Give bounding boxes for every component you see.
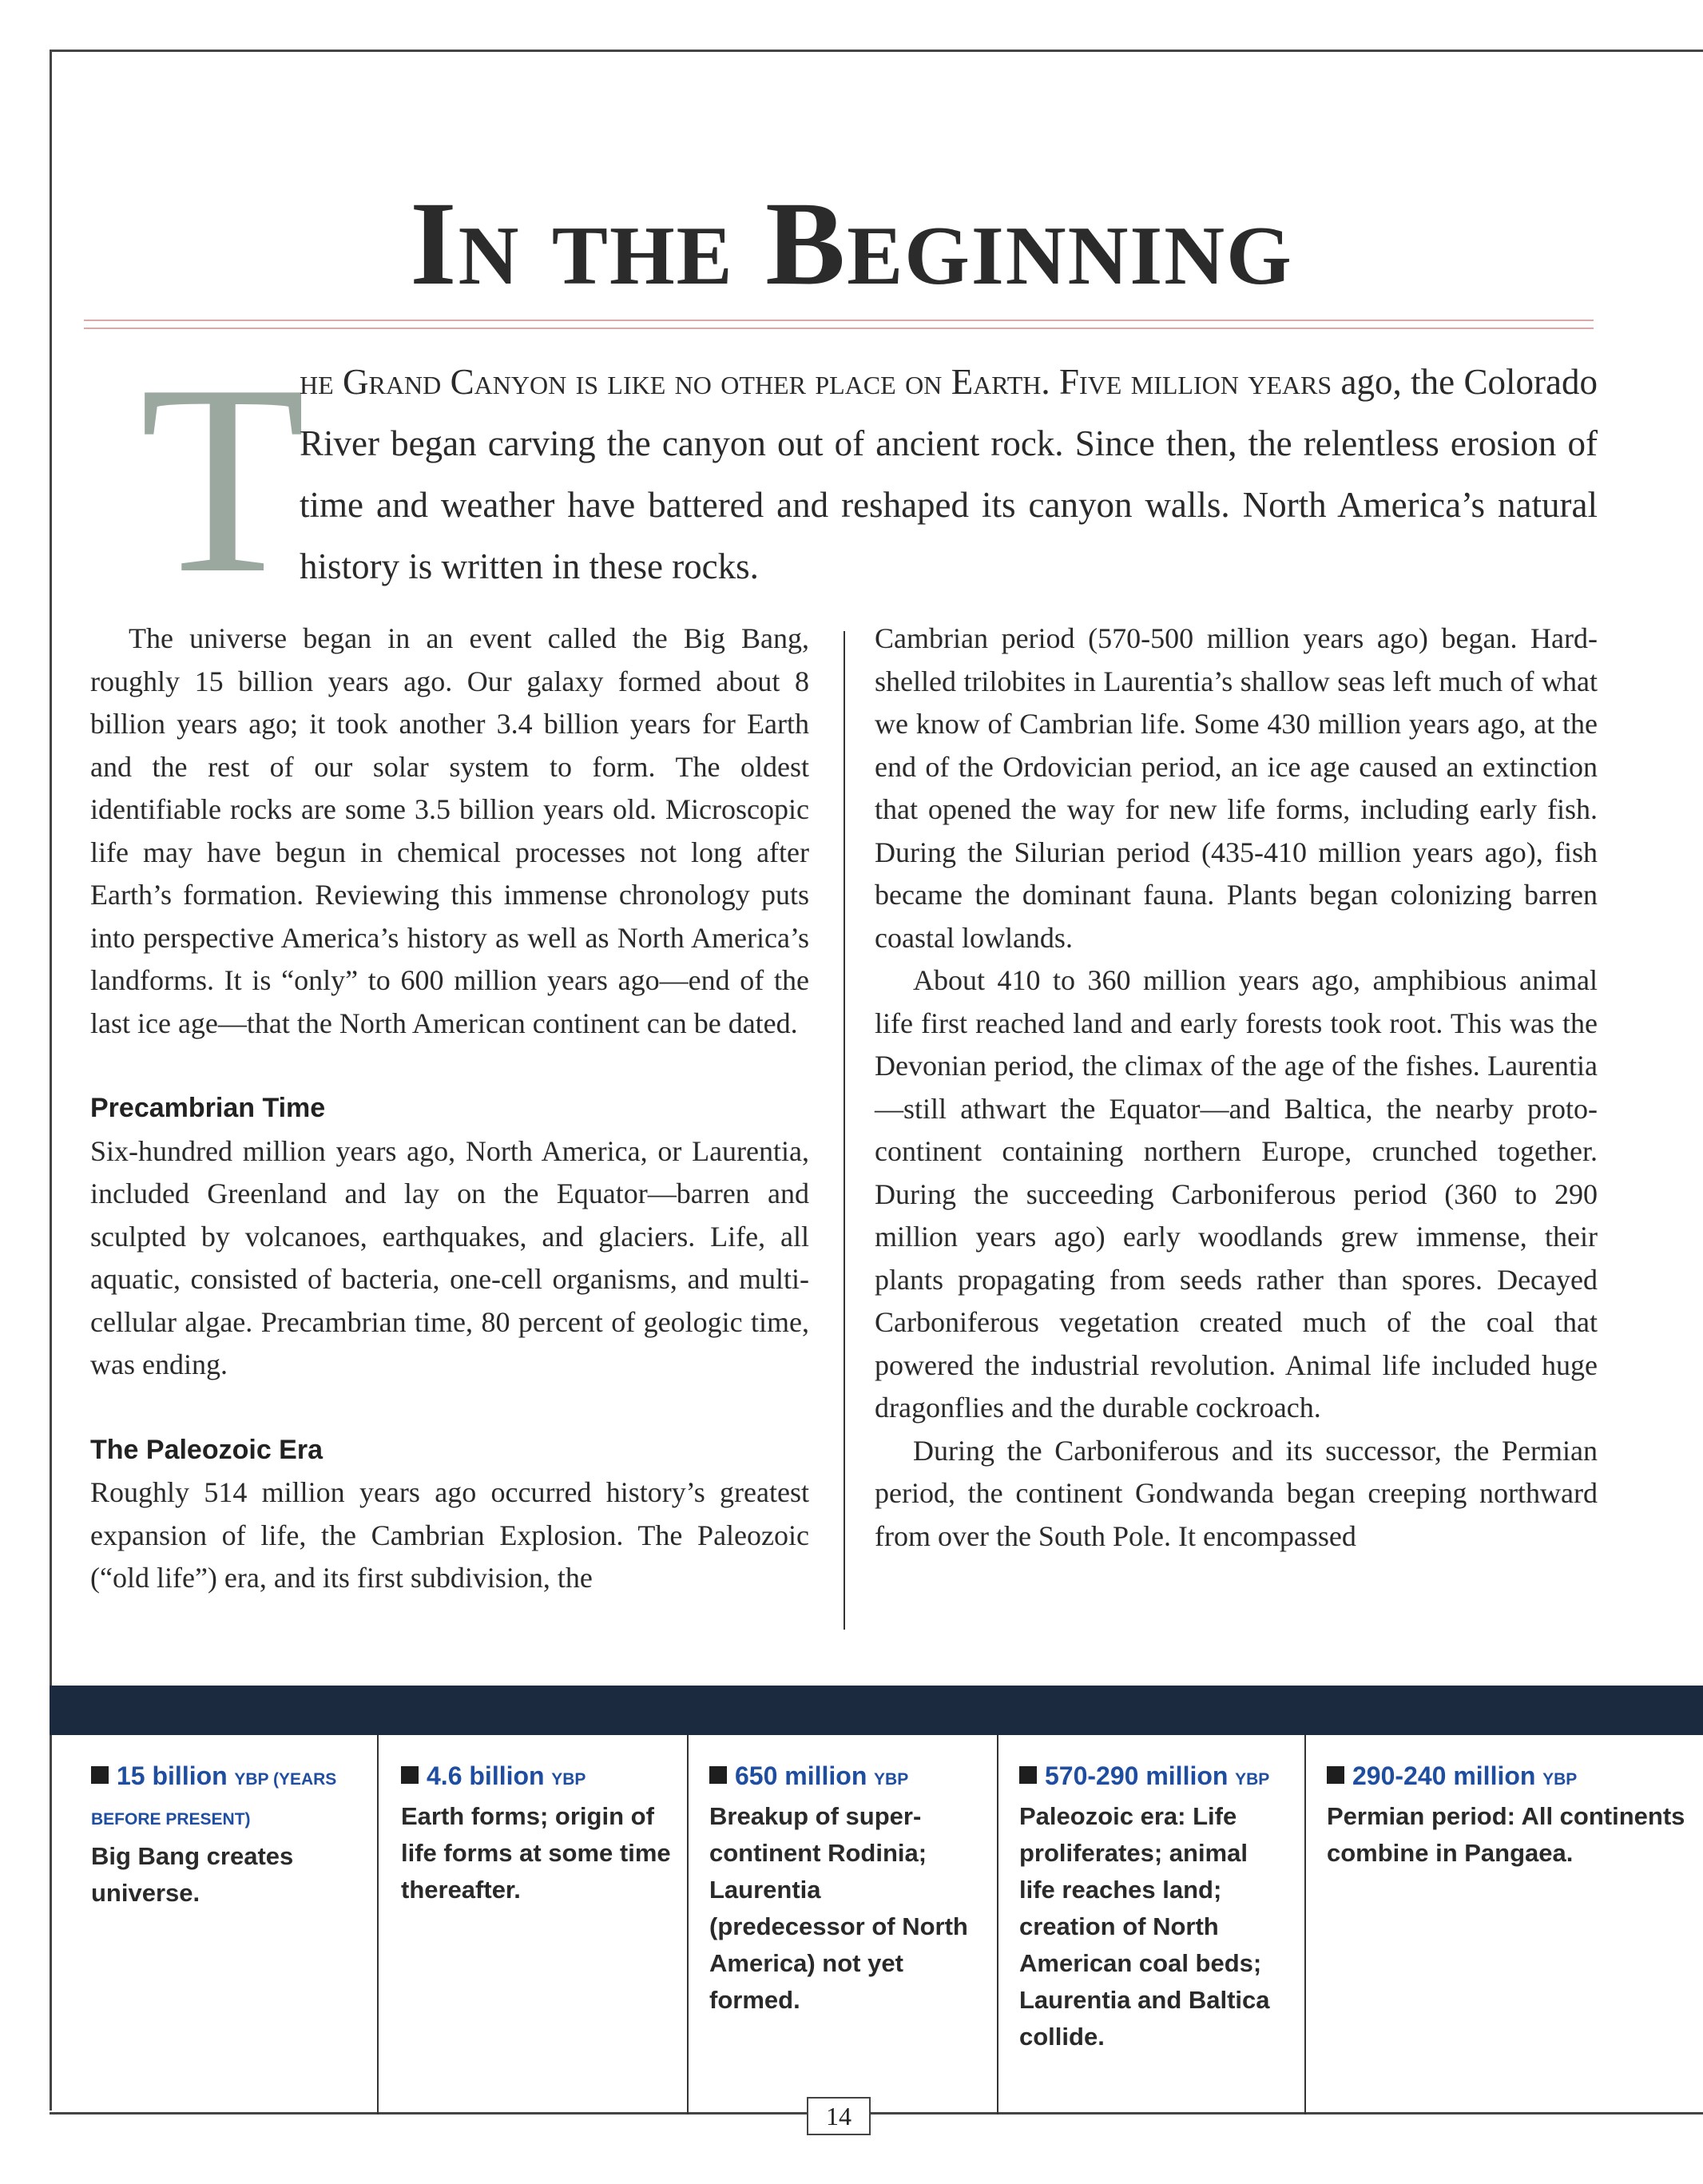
paragraph: Roughly 514 million years ago occurred history’s greatest expansion of life, the Cambrian Explosion. The Paleozoic (“old life”) era, and its first subdivision, the [90, 1476, 809, 1594]
paragraph: During the Carboniferous and its successor, the Permian period, the continent Gondwanda began creeping northward from over the South Pole. It encompassed [875, 1434, 1598, 1552]
bullet-icon [709, 1766, 727, 1784]
page-title: In the Beginning [410, 177, 1293, 310]
timeline-unit: YBP [1235, 1770, 1270, 1789]
timeline-date: 570-290 million [1045, 1761, 1229, 1790]
paragraph: Cambrian period (570-500 million years ago) began. Hard-shelled trilobites in Laurentia’s shallow seas left much of what we know of Cambrian life. Some 430 million years ago, at the end of the Ordovician period, an ice age caused an extinction that opened the way for new life forms, including early fish. During the Silurian period (435-410 million years ago), fish became the dominant fauna. Plants began colonizing barren coastal lowlands. [875, 622, 1598, 954]
intro-text: ago, the Colorado River began carving the canyon out of ancient rock. Since then, the relentless erosion of time and weather have battered and reshaped its canyon walls. North America’s natural history is written in these rocks. [300, 362, 1598, 586]
timeline-description: Big Bang creates universe. [91, 1842, 294, 1907]
bullet-icon [401, 1766, 419, 1784]
page-number: 14 [807, 2097, 871, 2135]
timeline [50, 1735, 1703, 2115]
column-divider [844, 631, 845, 1630]
timeline-unit: YBP (YEARS BEFORE PRESENT) [91, 1770, 337, 1829]
bullet-icon [1327, 1766, 1344, 1784]
timeline-unit: YBP [1542, 1770, 1578, 1789]
paragraph: About 410 to 360 million years ago, amphibious animal life first reached land and early forests took root. This was the Devonian period, the climax of the age of the fishes. Laurentia—still athwart the Equator—and Baltica, the nearby proto-continent containing northern Europe, crunched together. During the succeeding Carboniferous period (360 to 290 million years ago) early woodlands grew immense, their plants propagating from seeds rather than spores. Decayed Carboniferous vegetation created much of the coal that powered the industrial revolution. Animal life included huge dragonflies and the durable cockroach. [875, 964, 1598, 1424]
timeline-entry [50, 1735, 379, 2115]
timeline-date: 650 million [735, 1761, 867, 1790]
intro-lead: he Grand Canyon is like no other place on Earth. Five million years [300, 362, 1332, 402]
timeline-unit: YBP [874, 1770, 909, 1789]
title-rule-bottom [84, 328, 1594, 329]
timeline-entry [1306, 1735, 1703, 2115]
timeline-date: 15 billion [117, 1761, 228, 1790]
paragraph: Six-hundred million years ago, North America, or Laurentia, included Greenland and lay on the Equator—barren and sculpted by volcanoes, earthquakes, and glaciers. Life, all aquatic, consisted of bacteria, one-cell organisms, and multi-cellular algae. Precambrian time, 80 percent of geologic time, was ending. [90, 1134, 809, 1380]
title-rule-top [84, 320, 1594, 321]
drop-cap: T [140, 328, 306, 629]
timeline-description: Earth forms; origin of life forms at some time thereafter. [401, 1802, 671, 1904]
timeline-description: Breakup of super-continent Rodinia; Laurentia (predecessor of North America) not yet formed. [709, 1802, 968, 2014]
timeline-entry [379, 1735, 689, 2115]
section-heading-precambrian: Precambrian Time [90, 1093, 326, 1123]
section-heading-paleozoic: The Paleozoic Era [90, 1434, 323, 1465]
timeline-entry [689, 1735, 998, 2115]
intro-paragraph [300, 351, 1598, 598]
right-column [875, 617, 1598, 1558]
timeline-description: Permian period: All continents combine in Pangaea. [1327, 1802, 1685, 1867]
timeline-description: Paleozoic era: Life proliferates; animal life reaches land; creation of North American coal beds; Laurentia and Baltica collide. [1019, 1802, 1270, 2051]
timeline-band [50, 1686, 1703, 1735]
timeline-unit: YBP [551, 1770, 586, 1789]
paragraph: The universe began in an event called the Big Bang, roughly 15 billion years ago. Our galaxy formed about 8 billion years ago; it took another 3.4 billion years for Earth and the rest of our solar system to form. The oldest identifiable rocks are some 3.5 billion years old. Microscopic life may have begun in chemical processes not long after Earth’s formation. Reviewing this immense chronology puts into perspective America’s history as well as North America’s landforms. It is “only” to 600 million years ago—end of the last ice age—that the North American continent can be dated. [90, 622, 809, 1039]
left-column [90, 617, 809, 1600]
timeline-date: 4.6 billion [427, 1761, 545, 1790]
timeline-entry [998, 1735, 1306, 2115]
bullet-icon [1019, 1766, 1037, 1784]
timeline-date: 290-240 million [1352, 1761, 1536, 1790]
bullet-icon [91, 1766, 109, 1784]
